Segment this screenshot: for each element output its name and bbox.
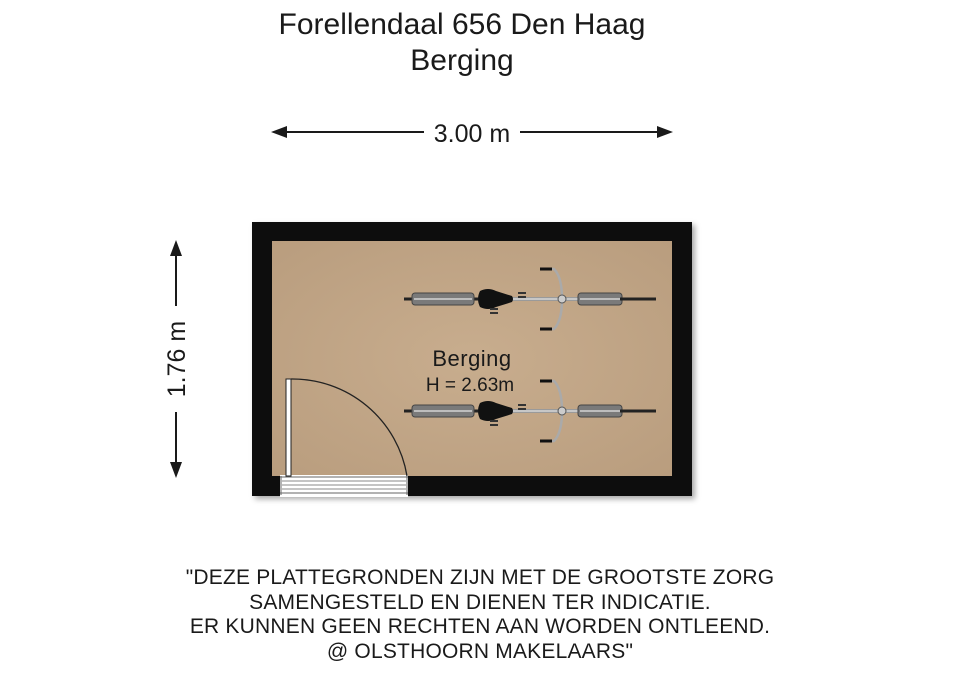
room-height-label: H = 2.63m xyxy=(425,375,515,396)
plan-address-title: Forellendaal 656 Den Haag xyxy=(278,8,646,41)
disclaimer-line: SAMENGESTELD EN DIENEN TER INDICATIE. xyxy=(249,590,711,614)
room-berging xyxy=(252,222,692,497)
height-dimension-label: 1.76 m xyxy=(163,320,191,398)
door-opening xyxy=(280,475,408,497)
plan-floor-title: Berging xyxy=(410,44,514,77)
disclaimer-line: ER KUNNEN GEEN RECHTEN AAN WORDEN ONTLEEND. xyxy=(189,615,771,638)
width-dimension-label: 3.00 m xyxy=(433,120,511,148)
width-dimension xyxy=(271,120,673,148)
disclaimer-line: "DEZE PLATTEGRONDEN ZIJN MET DE GROOTSTE ZORG xyxy=(185,566,775,589)
height-dimension xyxy=(163,240,191,478)
disclaimer xyxy=(0,566,960,664)
disclaimer-line: @ OLSTHOORN MAKELAARS" xyxy=(326,639,634,663)
room-name-label: Berging xyxy=(432,346,512,371)
